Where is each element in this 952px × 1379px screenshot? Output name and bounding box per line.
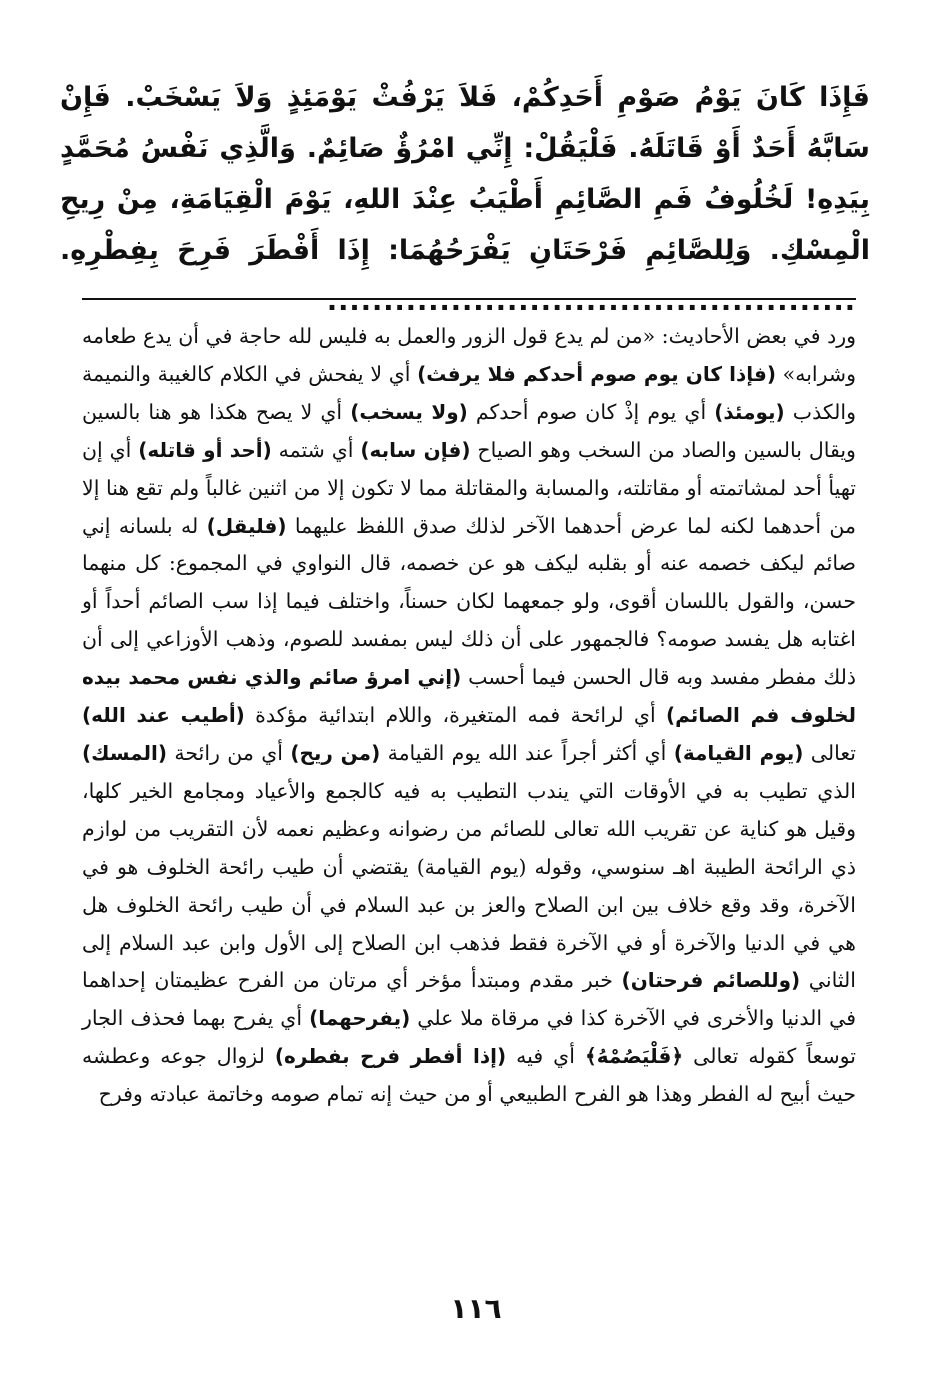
commentary-text: ورد في بعض الأحاديث: «من لم يدع قول الزور والعمل به فليس لله حاجة في أن يدع طعامه وشرابه» — [82, 324, 856, 386]
commentary-text: أي أكثر أجراً عند الله يوم القيامة — [387, 740, 667, 765]
commentary-text: أي يوم إذْ كان صوم أحدكم — [475, 399, 707, 424]
hadith-quote: (فليقل) — [206, 513, 287, 538]
hadith-quote: (أحد أو قاتله) — [138, 437, 272, 462]
commentary-text: أي إن تهيأ أحد لمشاتمته أو مقاتلته، والمسابة والمقاتلة مما لا تكون إلا من اثنين غالباً ولم تقع هنا إلا من أحدهما لكنه لما عرض أحدهما الآخر لذلك صدق اللفظ عليهما — [82, 437, 856, 538]
page-number: ١١٦ — [450, 1292, 502, 1325]
footnote-separator — [82, 298, 856, 300]
hadith-quote: (ولا يسخب) — [350, 399, 468, 424]
hadith-quote: (إذا أفطر فرح بفطره) — [274, 1044, 507, 1069]
commentary-text: لزوال جوعه وعطشه حيث أبيح له الفطر وهذا هو الفرح الطبيعي أو من حيث إنه تمام صومه وخاتمة عبادته وفرح — [82, 1044, 856, 1107]
commentary-block — [82, 318, 856, 1114]
hadith-quote: (أطيب عند الله) — [82, 703, 245, 728]
hadith-quote: (وللصائم فرحتان) — [621, 968, 801, 993]
hadith-text: فَإِذَا كَانَ يَوْمُ صَوْمِ أَحَدِكُمْ، فَلاَ يَرْفُثْ يَوْمَئِذٍ وَلاَ يَسْخَبْ. فَإِنْ سَابَّهُ أَحَدٌ أَوْ قَاتَلَهُ. فَلْيَقُلْ: إِنِّي امْرُؤٌ صَائِمٌ. وَالَّذِي نَفْسُ مُحَمَّدٍ بِيَدِهِ! لَخُلُوفُ فَمِ الصَّائِمِ أَطْيَبُ عِنْدَ اللهِ، يَوْمَ الْقِيَامَةِ، مِنْ رِيحِ الْمِسْكِ. وَلِلصَّائِمِ فَرْحَتَانِ يَفْرَحُهُمَا: إِذَا أَفْطَرَ فَرِحَ بِفِطْرِهِ. — [60, 82, 870, 266]
commentary-text: أي يفرح بهما فحذف الجار توسعاً كقوله تعالى — [82, 1006, 856, 1069]
hadith-quote: (فإذا كان يوم صوم أحدكم فلا يرفث) — [417, 361, 776, 386]
commentary-text: تعالى — [810, 740, 856, 765]
commentary-text: أي فيه — [516, 1044, 575, 1069]
continuation-dots: ............................................... — [326, 286, 856, 317]
hadith-quote: (يفرحهما) — [309, 1006, 411, 1031]
commentary-text: له بلسانه إني صائم ليكف خصمه عنه أو بقلبه ليكف هو عن خصمه، قال النواوي في المجموع: كل منهما حسن، والقول باللسان أقوى، ولو جمعهما لكان حسناً، واختلف فيما إذا سب الصائم أحداً أو اغتابه هل يفسد صومه؟ فالجمهور على أن ذلك ليس بمفسد للصوم، وذهب الأوزاعي إلى أن ذلك مفطر مفسد وبه قال الحسن فيما أحسب — [82, 513, 856, 690]
commentary-text: أي لرائحة فمه المتغيرة، واللام ابتدائية مؤكدة — [255, 703, 656, 728]
commentary-text: خبر مقدم ومبتدأ مؤخر أي مرتان من الفرح عظيمتان إحداهما في الدنيا والأخرى في الآخرة كذا في مرقاة ملا علي — [82, 968, 856, 1031]
commentary-text: أي لا يصح هكذا هو هنا بالسين ويقال بالسين والصاد من السخب وهو الصياح — [82, 399, 856, 462]
commentary-text: أي لا يفحش في الكلام كالغيبة والنميمة والكذب — [82, 361, 856, 424]
hadith-quote: (المسك) — [82, 740, 168, 765]
commentary-text: أي من رائحة — [174, 740, 283, 765]
hadith-quote: (من ريح) — [290, 740, 381, 765]
hadith-quote: (يوم القيامة) — [673, 740, 804, 765]
hadith-quote: (فإن سابه) — [360, 437, 471, 462]
quran-quote: ﴿فَلْيَصُمْهُ﴾ — [584, 1044, 684, 1069]
hadith-text-block — [60, 72, 870, 327]
hadith-quote: (يومئذ) — [714, 399, 785, 424]
hadith-quote: (إني امرؤ صائم والذي نفس محمد بيده لخلوف فم الصائم) — [82, 665, 856, 728]
commentary-text: أي شتمه — [278, 437, 354, 462]
commentary-text: الذي تطيب به في الأوقات التي يندب التطيب به فيه كالجمع والأعياد ومجامع الخير كلها، وقيل هو كناية عن تقريب الله تعالى للصائم من رضوانه وعظيم نعمه لأن التقريب من لوازم ذي الرائحة الطيبة اهـ سنوسي، وقوله (يوم القيامة) يقتضي أن طيب رائحة الخلوف هو في الآخرة، وقد وقع خلاف بين ابن الصلاح والعز بن عبد السلام في أن طيب رائحة الخلوف هل هي في الدنيا والآخرة أو في الآخرة فقط فذهب ابن الصلاح إلى الأول وابن عبد السلام إلى الثاني — [82, 778, 856, 993]
